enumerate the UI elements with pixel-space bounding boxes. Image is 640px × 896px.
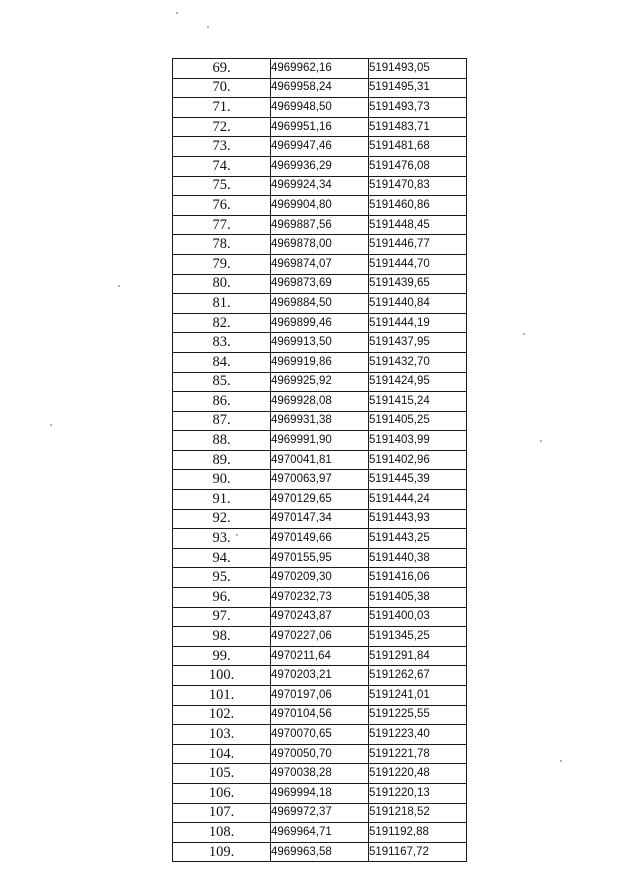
point-number-cell — [173, 646, 271, 666]
y-coordinate-cell: 5191444,19 — [369, 313, 467, 333]
table-row — [173, 352, 467, 372]
point-number: 92. — [212, 510, 231, 527]
point-number-cell — [173, 156, 271, 176]
point-number: 78. — [212, 236, 231, 253]
coordinates-table — [172, 58, 467, 862]
point-number: 86. — [212, 392, 231, 409]
y-coordinate-cell: 5191444,70 — [369, 254, 467, 274]
point-number: 103. — [208, 725, 235, 742]
point-number: 101. — [208, 686, 235, 703]
x-coordinate-cell: 4969924,34 — [271, 176, 369, 196]
scan-speck — [118, 285, 120, 287]
y-coordinate-cell: 5191405,25 — [369, 411, 467, 431]
x-coordinate-cell: 4969874,07 — [271, 254, 369, 274]
point-number-cell — [173, 117, 271, 137]
x-coordinate-cell: 4970211,64 — [271, 646, 369, 666]
point-number: 97. — [212, 608, 231, 625]
x-coordinate-cell: 4969947,46 — [271, 137, 369, 157]
point-number: 76. — [212, 196, 231, 213]
y-coordinate-cell: 5191225,55 — [369, 705, 467, 725]
point-number-cell — [173, 783, 271, 803]
y-coordinate-cell: 5191405,38 — [369, 588, 467, 608]
table-row — [173, 803, 467, 823]
y-coordinate-cell: 5191476,08 — [369, 156, 467, 176]
point-number-cell — [173, 254, 271, 274]
point-number: 102. — [208, 706, 235, 723]
x-coordinate-cell: 4969994,18 — [271, 783, 369, 803]
point-number: 100. — [208, 667, 235, 684]
table-row — [173, 842, 467, 862]
y-coordinate-cell: 5191443,25 — [369, 529, 467, 549]
point-number-cell — [173, 294, 271, 314]
point-number-cell — [173, 588, 271, 608]
table-row — [173, 509, 467, 529]
point-number-cell — [173, 59, 271, 79]
table-row — [173, 725, 467, 745]
y-coordinate-cell: 5191291,84 — [369, 646, 467, 666]
point-number-cell — [173, 98, 271, 118]
y-coordinate-cell: 5191223,40 — [369, 725, 467, 745]
y-coordinate-cell: 5191241,01 — [369, 686, 467, 706]
table-row — [173, 470, 467, 490]
table-row — [173, 59, 467, 79]
x-coordinate-cell: 4970063,97 — [271, 470, 369, 490]
point-number-cell — [173, 372, 271, 392]
scan-speck — [207, 26, 209, 28]
point-number-cell — [173, 392, 271, 412]
y-coordinate-cell: 5191481,68 — [369, 137, 467, 157]
y-coordinate-cell: 5191403,99 — [369, 431, 467, 451]
y-coordinate-cell: 5191493,05 — [369, 59, 467, 79]
y-coordinate-cell: 5191439,65 — [369, 274, 467, 294]
point-number-cell — [173, 725, 271, 745]
table-row — [173, 235, 467, 255]
x-coordinate-cell: 4969878,00 — [271, 235, 369, 255]
y-coordinate-cell: 5191445,39 — [369, 470, 467, 490]
point-number: 82. — [212, 314, 231, 331]
point-number-cell — [173, 333, 271, 353]
y-coordinate-cell: 5191218,52 — [369, 803, 467, 823]
point-number-cell — [173, 411, 271, 431]
table-row — [173, 313, 467, 333]
scan-speck — [560, 760, 562, 762]
point-number: 107. — [208, 804, 235, 821]
table-row — [173, 607, 467, 627]
y-coordinate-cell: 5191483,71 — [369, 117, 467, 137]
table-row — [173, 78, 467, 98]
point-number-cell — [173, 803, 271, 823]
y-coordinate-cell: 5191221,78 — [369, 744, 467, 764]
point-number: 94. — [212, 549, 231, 566]
coordinates-table-body — [173, 59, 467, 862]
y-coordinate-cell: 5191415,24 — [369, 392, 467, 412]
table-row — [173, 705, 467, 725]
point-number: 69. — [212, 59, 231, 76]
x-coordinate-cell: 4969899,46 — [271, 313, 369, 333]
point-number: 79. — [212, 255, 231, 272]
table-row — [173, 627, 467, 647]
table-row — [173, 294, 467, 314]
point-number: 104. — [208, 745, 235, 762]
x-coordinate-cell: 4970232,73 — [271, 588, 369, 608]
scan-speck — [540, 440, 542, 442]
point-number: 98. — [212, 628, 231, 645]
y-coordinate-cell: 5191424,95 — [369, 372, 467, 392]
point-number: 105. — [208, 765, 235, 782]
point-number-cell — [173, 705, 271, 725]
table-row — [173, 529, 467, 549]
point-number: 74. — [212, 157, 231, 174]
point-number-cell — [173, 137, 271, 157]
table-row — [173, 274, 467, 294]
point-number-cell — [173, 176, 271, 196]
point-number: 72. — [212, 118, 231, 135]
y-coordinate-cell: 5191448,45 — [369, 215, 467, 235]
point-number: 81. — [212, 294, 231, 311]
point-number: 95. — [212, 569, 231, 586]
point-number: 89. — [212, 451, 231, 468]
point-number-cell — [173, 842, 271, 862]
x-coordinate-cell: 4970155,95 — [271, 548, 369, 568]
point-number-cell — [173, 568, 271, 588]
x-coordinate-cell: 4969962,16 — [271, 59, 369, 79]
x-coordinate-cell: 4970227,06 — [271, 627, 369, 647]
y-coordinate-cell: 5191440,38 — [369, 548, 467, 568]
table-row — [173, 783, 467, 803]
x-coordinate-cell: 4970203,21 — [271, 666, 369, 686]
x-coordinate-cell: 4970038,28 — [271, 764, 369, 784]
x-coordinate-cell: 4969913,50 — [271, 333, 369, 353]
x-coordinate-cell: 4969919,86 — [271, 352, 369, 372]
point-number: 80. — [212, 275, 231, 292]
x-coordinate-cell: 4969963,58 — [271, 842, 369, 862]
table-row — [173, 156, 467, 176]
point-number-cell — [173, 352, 271, 372]
x-coordinate-cell: 4970209,30 — [271, 568, 369, 588]
x-coordinate-cell: 4969991,90 — [271, 431, 369, 451]
point-number-cell — [173, 235, 271, 255]
point-number: 84. — [212, 353, 231, 370]
point-number: 106. — [208, 784, 235, 801]
point-number: 93. — [212, 530, 231, 547]
point-number: 75. — [212, 177, 231, 194]
y-coordinate-cell: 5191400,03 — [369, 607, 467, 627]
x-coordinate-cell: 4970050,70 — [271, 744, 369, 764]
table-row — [173, 490, 467, 510]
y-coordinate-cell: 5191220,48 — [369, 764, 467, 784]
y-coordinate-cell: 5191440,84 — [369, 294, 467, 314]
table-row — [173, 333, 467, 353]
x-coordinate-cell: 4970104,56 — [271, 705, 369, 725]
x-coordinate-cell: 4969964,71 — [271, 823, 369, 843]
point-number-cell — [173, 627, 271, 647]
point-number: 83. — [212, 334, 231, 351]
x-coordinate-cell: 4969936,29 — [271, 156, 369, 176]
table-row — [173, 98, 467, 118]
point-number-cell — [173, 686, 271, 706]
scan-speck — [523, 333, 525, 335]
x-coordinate-cell: 4970243,87 — [271, 607, 369, 627]
point-number-cell — [173, 509, 271, 529]
table-row — [173, 254, 467, 274]
point-number-cell — [173, 78, 271, 98]
x-coordinate-cell: 4969951,16 — [271, 117, 369, 137]
point-number: 77. — [212, 216, 231, 233]
x-coordinate-cell: 4969925,92 — [271, 372, 369, 392]
point-number-cell — [173, 548, 271, 568]
point-number-cell — [173, 470, 271, 490]
table-row — [173, 117, 467, 137]
point-number-cell — [173, 764, 271, 784]
point-number-cell — [173, 490, 271, 510]
point-number: 73. — [212, 138, 231, 155]
y-coordinate-cell: 5191220,13 — [369, 783, 467, 803]
y-coordinate-cell: 5191432,70 — [369, 352, 467, 372]
table-row — [173, 568, 467, 588]
y-coordinate-cell: 5191446,77 — [369, 235, 467, 255]
point-number-cell — [173, 431, 271, 451]
point-number: 88. — [212, 432, 231, 449]
point-number: 99. — [212, 647, 231, 664]
table-row — [173, 215, 467, 235]
point-number-cell — [173, 274, 271, 294]
table-row — [173, 646, 467, 666]
scan-speck — [50, 424, 52, 426]
point-number: 108. — [208, 823, 235, 840]
table-row — [173, 196, 467, 216]
table-row — [173, 823, 467, 843]
table-row — [173, 431, 467, 451]
x-coordinate-cell: 4969873,69 — [271, 274, 369, 294]
point-number-cell — [173, 666, 271, 686]
table-row — [173, 450, 467, 470]
x-coordinate-cell: 4969972,37 — [271, 803, 369, 823]
point-number-cell — [173, 215, 271, 235]
table-row — [173, 686, 467, 706]
y-coordinate-cell: 5191470,83 — [369, 176, 467, 196]
point-number-cell — [173, 450, 271, 470]
x-coordinate-cell: 4969948,50 — [271, 98, 369, 118]
x-coordinate-cell: 4970129,65 — [271, 490, 369, 510]
x-coordinate-cell: 4970041,81 — [271, 450, 369, 470]
point-number-cell — [173, 196, 271, 216]
table-row — [173, 137, 467, 157]
table-row — [173, 744, 467, 764]
x-coordinate-cell: 4969958,24 — [271, 78, 369, 98]
table-row — [173, 176, 467, 196]
y-coordinate-cell: 5191460,86 — [369, 196, 467, 216]
y-coordinate-cell: 5191192,88 — [369, 823, 467, 843]
x-coordinate-cell: 4970149,66 — [271, 529, 369, 549]
x-coordinate-cell: 4969887,56 — [271, 215, 369, 235]
point-number-cell — [173, 529, 271, 549]
x-coordinate-cell: 4970147,34 — [271, 509, 369, 529]
point-number: 90. — [212, 471, 231, 488]
x-coordinate-cell: 4969884,50 — [271, 294, 369, 314]
y-coordinate-cell: 5191437,95 — [369, 333, 467, 353]
point-number-cell — [173, 313, 271, 333]
x-coordinate-cell: 4969928,08 — [271, 392, 369, 412]
point-number: 71. — [212, 98, 231, 115]
table-row — [173, 548, 467, 568]
table-row — [173, 392, 467, 412]
y-coordinate-cell: 5191444,24 — [369, 490, 467, 510]
point-number: 96. — [212, 588, 231, 605]
point-number: 70. — [212, 79, 231, 96]
x-coordinate-cell: 4969931,38 — [271, 411, 369, 431]
x-coordinate-cell: 4970197,06 — [271, 686, 369, 706]
table-row — [173, 588, 467, 608]
table-row — [173, 764, 467, 784]
y-coordinate-cell: 5191495,31 — [369, 78, 467, 98]
scan-speck — [176, 12, 178, 14]
point-number-cell — [173, 607, 271, 627]
y-coordinate-cell: 5191493,73 — [369, 98, 467, 118]
table-row — [173, 372, 467, 392]
point-number: 109. — [208, 843, 235, 860]
point-number: 85. — [212, 373, 231, 390]
table-row — [173, 411, 467, 431]
point-number-cell — [173, 823, 271, 843]
point-number: 87. — [212, 412, 231, 429]
y-coordinate-cell: 5191416,06 — [369, 568, 467, 588]
x-coordinate-cell: 4970070,65 — [271, 725, 369, 745]
point-number: 91. — [212, 490, 231, 507]
point-number-cell — [173, 744, 271, 764]
y-coordinate-cell: 5191167,72 — [369, 842, 467, 862]
y-coordinate-cell: 5191262,67 — [369, 666, 467, 686]
y-coordinate-cell: 5191402,96 — [369, 450, 467, 470]
y-coordinate-cell: 5191443,93 — [369, 509, 467, 529]
table-row — [173, 666, 467, 686]
y-coordinate-cell: 5191345,25 — [369, 627, 467, 647]
x-coordinate-cell: 4969904,80 — [271, 196, 369, 216]
